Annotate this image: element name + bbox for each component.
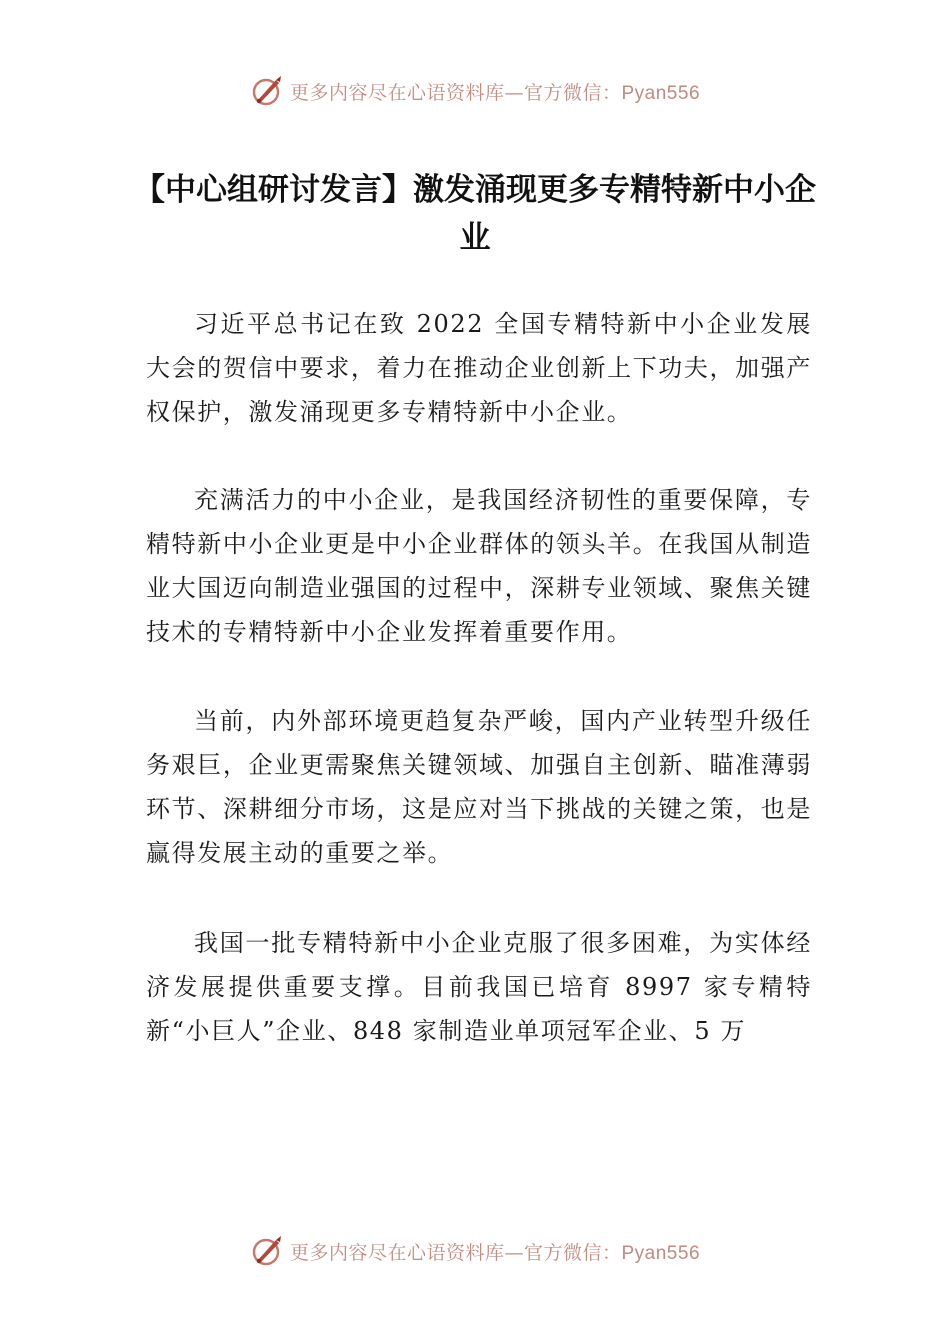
watermark-wechat-id: Pyan556: [621, 1242, 701, 1264]
paragraph-1: 习近平总书记在致 2022 全国专精特新中小企业发展大会的贺信中要求，着力在推动企业创新上下功夫，加强产权保护，激发涌现更多专精特新中小企业。: [146, 310, 812, 426]
paragraph-2: 充满活力的中小企业，是我国经济韧性的重要保障，专精特新中小企业更是中小企业群体的领头羊。在我国从制造业大国迈向制造业强国的过程中，深耕专业领域、聚焦关键技术的专精特新中小企业发挥着重要作用。: [146, 486, 812, 646]
watermark-text: 更多内容尽在心语资料库—官方微信：Pyan556: [289, 1241, 701, 1264]
document-title: 【中心组研讨发言】激发涌现更多专精特新中小企业: [134, 172, 816, 256]
brush-logo-icon: [250, 74, 284, 108]
brush-logo-icon: [250, 1234, 284, 1268]
watermark-wechat-id: Pyan556: [621, 82, 701, 104]
header-watermark: [0, 74, 950, 108]
paragraph-4: 我国一批专精特新中小企业克服了很多困难，为实体经济发展提供重要支撑。目前我国已培育 8997 家专精特新“小巨人”企业、848 家制造业单项冠军企业、5 万: [146, 929, 812, 1045]
footer-watermark: [0, 1234, 950, 1268]
watermark-text: 更多内容尽在心语资料库—官方微信：Pyan556: [289, 81, 701, 104]
paragraph-3: 当前，内外部环境更趋复杂严峻，国内产业转型升级任务艰巨，企业更需聚焦关键领域、加强自主创新、瞄准薄弱环节、深耕细分市场，这是应对当下挑战的关键之策，也是赢得发展主动的重要之举。: [146, 707, 812, 867]
